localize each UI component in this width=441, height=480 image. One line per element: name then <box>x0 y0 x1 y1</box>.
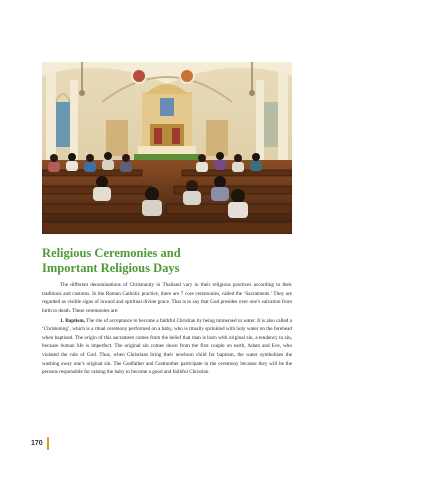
section-heading-line1: Religious Ceremonies and <box>42 246 181 260</box>
baptism-lead: 1. Baptism, <box>60 317 85 324</box>
baptism-text: The rite of acceptance to become a faithful Christian by being immersed in water. It is also called a ‘Christening’, which is a ritual ceremony performed on a baby, who is ritually sprinkled with holy water on the forehead when baptized. The origin of this sacrament comes from the belief that man is born with original sin, a tendency to sin, because human life is imperfect. The original sin comes down from the first couple on earth, Adam and Eve, who violated the rule of God. Thus, when Christians bring their newborn child for baptism, the water symbolizes the washing away one’s original sin. The Godfather and Godmother participate in the ceremony because they will be the persons responsible for raising the baby to become a good and faithful Christian. <box>42 317 292 376</box>
baptism-paragraph <box>42 317 292 377</box>
church-interior-photo <box>42 62 292 234</box>
page-number-accent-bar <box>47 437 50 450</box>
intro-paragraph: The different denominations of Christianity in Thailand vary in their religious practices according to their traditions and customs. In the Roman Catholic practice, there are 7 core ceremonies, called the ‘Sacraments.’ They are regarded as visible signs of inward and spiritual divine grace. That is to say that God presides over one’s salvation from birth to death. These ceremonies are: <box>42 282 292 314</box>
section-heading <box>42 246 302 276</box>
section-heading-line2: Important Religious Days <box>42 261 180 275</box>
page-footer <box>31 437 49 450</box>
page-number: 170 <box>31 440 43 447</box>
body-text <box>42 281 292 378</box>
